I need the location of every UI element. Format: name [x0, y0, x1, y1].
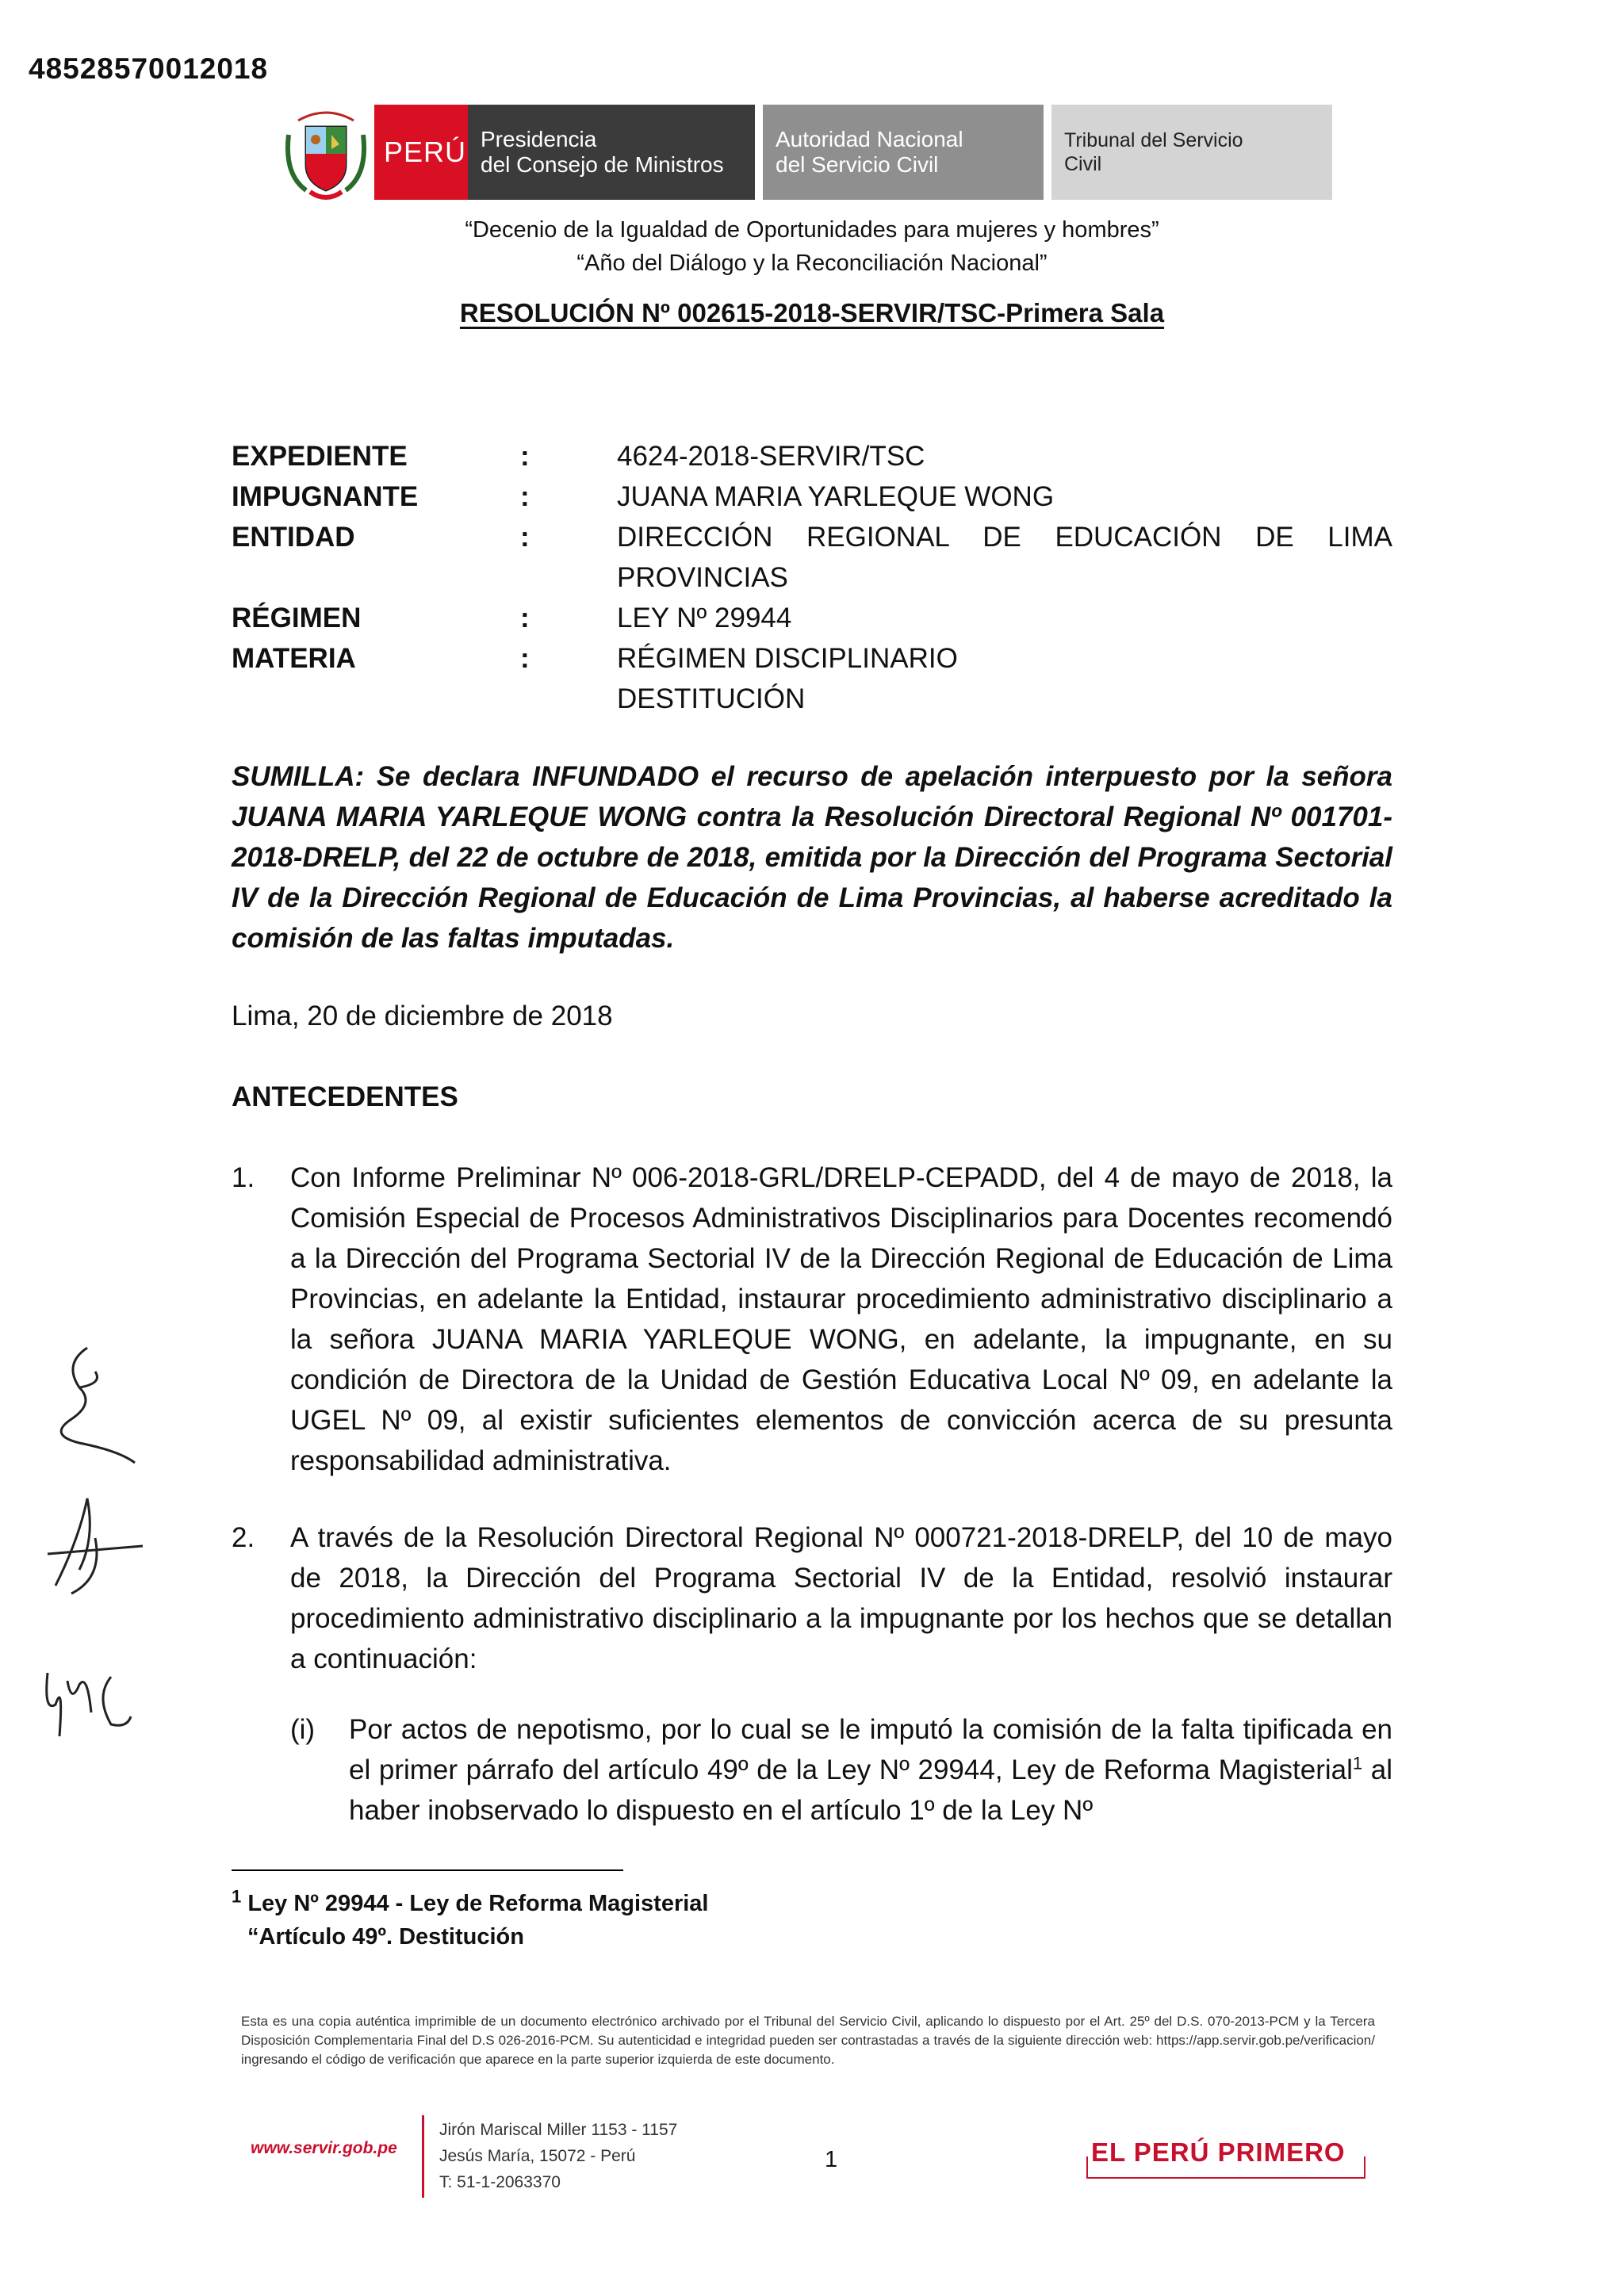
footnote-line-2: “Artículo 49º. Destitución	[247, 1924, 524, 1950]
field-label: IMPUGNANTE	[232, 481, 419, 512]
footer-address-line-2: Jesús María, 15072 - Perú	[439, 2147, 636, 2165]
footnote-text-1: Ley Nº 29944 - Ley de Reforma Magisterial	[247, 1891, 709, 1916]
subitem-number: (i)	[290, 1714, 316, 1745]
paragraph-1	[232, 1158, 1392, 1481]
field-label: ENTIDAD	[232, 522, 355, 553]
peru-block	[374, 105, 468, 200]
field-materia	[232, 638, 1392, 719]
peru-label: PERÚ	[384, 136, 467, 168]
field-colon: :	[520, 603, 530, 633]
field-value-continued: PROVINCIAS	[617, 562, 788, 593]
footnote-number: 1	[232, 1886, 242, 1907]
subitem-text-a: Por actos de nepotismo, por lo cual se le imputó la comisión de la falta tipificada en el primer párrafo del artículo 49º de la Ley Nº 29944, Ley de Reforma Magisterial	[349, 1714, 1392, 1785]
date-line: Lima, 20 de diciembre de 2018	[232, 1001, 613, 1031]
field-value-continued: DESTITUCIÓN	[617, 683, 806, 714]
case-fields	[232, 436, 1392, 719]
institution-banner	[374, 105, 1332, 200]
field-colon: :	[520, 481, 530, 512]
field-value: RÉGIMEN DISCIPLINARIO	[617, 643, 958, 674]
servir-line-1: Autoridad Nacional	[776, 127, 963, 151]
footer-address-line-1: Jirón Mariscal Miller 1153 - 1157	[439, 2121, 678, 2139]
tsc-line-1: Tribunal del Servicio	[1064, 129, 1243, 151]
footer-divider	[422, 2115, 424, 2198]
footnote-line-1	[232, 1887, 708, 1920]
field-label: RÉGIMEN	[232, 603, 362, 633]
field-value: DIRECCIÓN REGIONAL DE EDUCACIÓN DE LIMA	[617, 522, 1392, 553]
coat-of-arms-icon	[282, 103, 370, 205]
tsc-line-2: Civil	[1064, 153, 1102, 175]
field-label: EXPEDIENTE	[232, 441, 408, 472]
subitem-i	[232, 1709, 1392, 1831]
footer-url[interactable]: www.servir.gob.pe	[251, 2139, 397, 2157]
footer-phone: T: 51-1-2063370	[439, 2173, 561, 2191]
field-colon: :	[520, 643, 530, 674]
motto-decenio: “Decenio de la Igualdad de Oportunidades para mujeres y hombres”	[465, 217, 1159, 243]
resolution-title-text: RESOLUCIÓN Nº 002615-2018-SERVIR/TSC-Primera Sala	[459, 298, 1165, 327]
handwritten-initial-3-icon	[32, 1649, 151, 1744]
resolution-title	[0, 298, 1624, 328]
field-colon: :	[520, 522, 530, 553]
paragraph-2	[232, 1517, 1392, 1679]
paragraph-text: Con Informe Preliminar Nº 006-2018-GRL/DRELP-CEPADD, del 4 de mayo de 2018, la Comisión Especial de Procesos Administrativos Disciplinarios para Docentes recomendó a la Dirección del Programa Sectorial IV de la Dirección Regional de Educación de Lima Provincias, en adelante la Entidad, instaurar procedimiento administrativo disciplinario a la señora JUANA MARIA YARLEQUE WONG, en adelante, la impugnante, en su condición de Directora de la Unidad de Gestión Educativa Local Nº 09, en adelante la UGEL Nº 09, al existir suficientes elementos de convicción acerca de su presunta responsabilidad administrativa.	[290, 1162, 1392, 1476]
field-impugnante	[232, 476, 1392, 517]
footnote-divider	[232, 1869, 623, 1871]
authenticity-disclaimer: Esta es una copia auténtica imprimible de un documento electrónico archivado por el Tribunal del Servicio Civil, aplicando lo dispuesto por el Art. 25º del D.S. 070-2013-PCM y la Tercera Disposición Complementaria Final del D.S 026-2016-PCM. Su autenticidad e integridad pueden ser contrastadas a través de la siguiente dirección web: https://app.servir.gob.pe/verificacion/ ingresando el código de verificación que aparece en la parte superior izquierda de este documento.	[241, 2014, 1375, 2067]
subitem-row	[290, 1709, 1392, 1831]
subitem-text	[349, 1709, 1392, 1831]
field-expediente	[232, 436, 1392, 476]
servir-block	[763, 105, 1044, 200]
handwritten-initial-1-icon	[32, 1340, 151, 1475]
footer-address	[439, 2117, 677, 2195]
sumilla: SUMILLA: Se declara INFUNDADO el recurso de apelación interpuesto por la señora JUANA MARIA YARLEQUE WONG contra la Resolución Directoral Regional Nº 001701-2018-DRELP, del 22 de octubre de 2018, emitida por la Dirección del Programa Sectorial IV de la Dirección Regional de Educación de Lima Provincias, al haberse acreditado la comisión de las faltas imputadas.	[232, 761, 1392, 954]
field-value: 4624-2018-SERVIR/TSC	[617, 441, 925, 472]
field-value: LEY Nº 29944	[617, 603, 792, 633]
page-number: 1	[825, 2147, 838, 2172]
subitem-text-b: al haber inobservado lo dispuesto en el artículo 1º de la Ley Nº	[349, 1755, 1392, 1826]
footnote	[232, 1887, 708, 1954]
servir-line-2: del Servicio Civil	[776, 152, 939, 177]
pcm-line-1: Presidencia	[481, 127, 597, 151]
paragraph-number: 2.	[232, 1522, 255, 1553]
paragraph-number: 1.	[232, 1162, 255, 1193]
field-label: MATERIA	[232, 643, 356, 674]
paragraph-text: A través de la Resolución Directoral Regional Nº 000721-2018-DRELP, del 10 de mayo de 2018, la Dirección del Programa Sectorial IV de la Entidad, resolvió instaurar procedimiento administrativo disciplinario a la impugnante por los hechos que se detallan a continuación:	[290, 1522, 1392, 1674]
handwritten-initial-2-icon	[32, 1490, 151, 1601]
field-value: JUANA MARIA YARLEQUE WONG	[617, 481, 1055, 512]
verification-code: 48528570012018	[29, 52, 269, 85]
tsc-block	[1051, 105, 1332, 200]
field-colon: :	[520, 441, 530, 472]
field-regimen	[232, 598, 1392, 638]
el-peru-primero-frame	[1086, 2156, 1365, 2179]
pcm-line-2: del Consejo de Ministros	[481, 152, 724, 177]
footnote-reference: 1	[1352, 1753, 1363, 1774]
motto-anio: “Año del Diálogo y la Reconciliación Nacional”	[576, 251, 1048, 276]
el-peru-primero-logo: EL PERÚ PRIMERO	[1091, 2137, 1346, 2167]
section-heading: ANTECEDENTES	[232, 1081, 458, 1112]
field-entidad	[232, 517, 1392, 598]
pcm-block	[468, 105, 755, 200]
